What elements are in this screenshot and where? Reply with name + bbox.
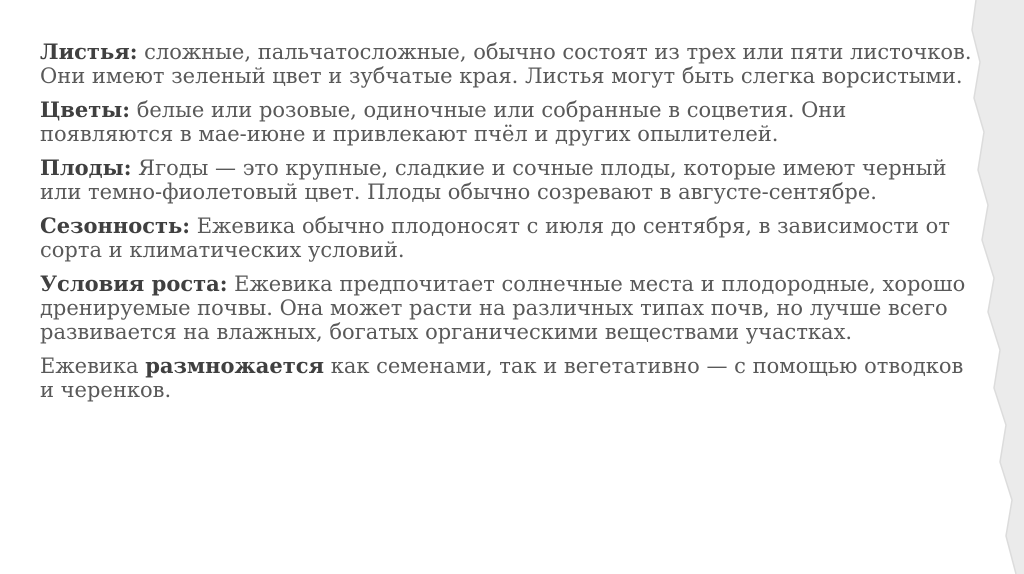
paragraph-leaves <box>40 40 980 88</box>
paragraph-flowers <box>40 98 980 146</box>
paragraph-propagation <box>40 354 980 402</box>
text-propagation: как семенами, так и вегетативно — с помощью отводков и черенков. <box>40 354 964 402</box>
paragraph-growing-conditions <box>40 272 980 344</box>
term-propagation: размножается <box>145 353 325 378</box>
text-fruits: Ягоды — это крупные, сладкие и сочные плоды, которые имеют черный или темно-фиолетовый цвет. Плоды обычно созревают в августе-сентябре. <box>40 156 947 204</box>
term-leaves: Листья: <box>40 39 138 64</box>
paragraph-fruits <box>40 156 980 204</box>
term-growing-conditions: Условия роста: <box>40 271 228 296</box>
text-leaves: сложные, пальчатосложные, обычно состоят из трех или пяти листочков. Они имеют зеленый цвет и зубчатые края. Листья могут быть слегка ворсистыми. <box>40 40 972 88</box>
term-fruits: Плоды: <box>40 155 132 180</box>
term-seasonality: Сезонность: <box>40 213 191 238</box>
text-seasonality: Ежевика обычно плодоносят с июля до сентября, в зависимости от сорта и климатических условий. <box>40 214 950 262</box>
term-flowers: Цветы: <box>40 97 131 122</box>
text-growing-conditions: Ежевика предпочитает солнечные места и плодородные, хорошо дренируемые почвы. Она может расти на различных типах почв, но лучше всего развивается на влажных, богатых органическими веществами участках. <box>40 272 966 344</box>
slide-text <box>40 40 980 412</box>
text-flowers: белые или розовые, одиночные или собранные в соцветия. Они появляются в мае-июне и привлекают пчёл и других опылителей. <box>40 98 847 146</box>
paragraph-seasonality <box>40 214 980 262</box>
text-propagation-prefix: Ежевика <box>40 354 146 378</box>
